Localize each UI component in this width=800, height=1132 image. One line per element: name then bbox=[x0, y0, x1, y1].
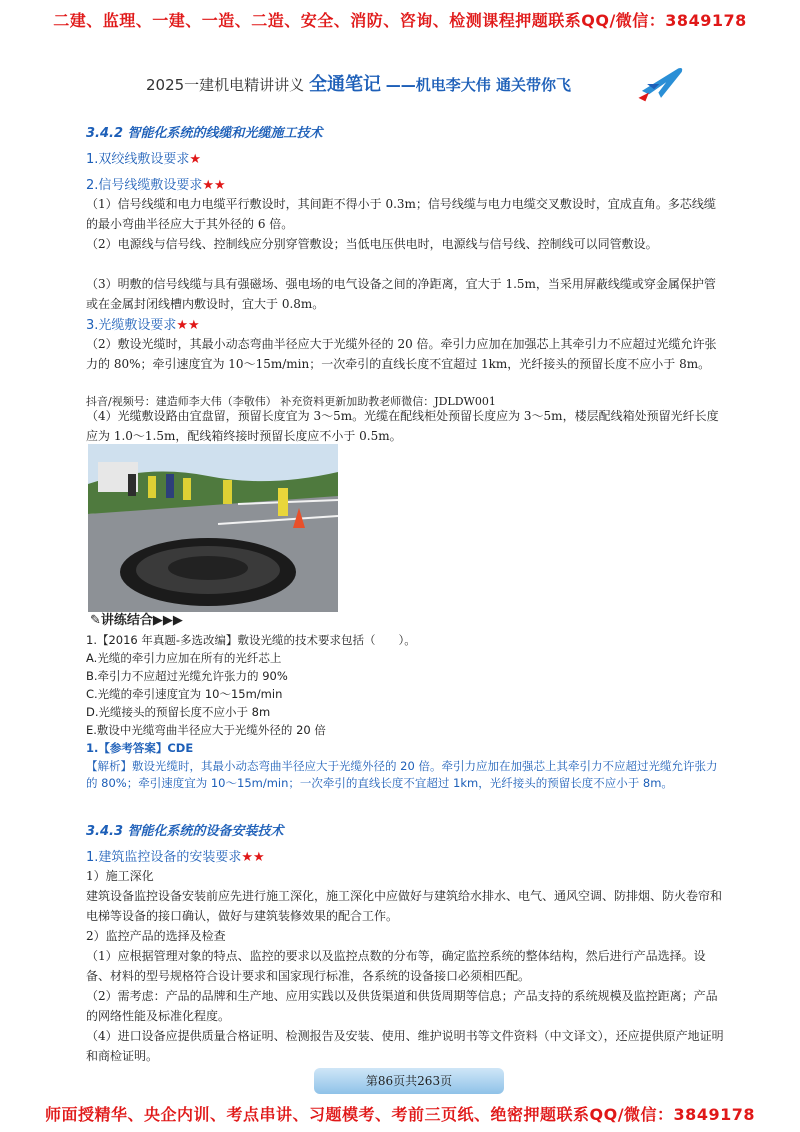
star-icon: ★★ bbox=[241, 850, 265, 865]
subheading-fiber-cable bbox=[86, 314, 200, 333]
section-heading-342: 3.4.2 智能化系统的线缆和光缆施工技术 bbox=[86, 126, 323, 141]
option-a: A.光缆的牵引力应加在所有的光纤芯上 bbox=[86, 651, 282, 665]
option-b: B.牵引力不应超过光缆允许张力的 90% bbox=[86, 669, 288, 683]
option-d: D.光缆接头的预留长度不应小于 8m bbox=[86, 705, 271, 719]
option-c: C.光缆的牵引速度宜为 10～15m/min bbox=[86, 687, 283, 701]
page-header bbox=[78, 64, 738, 104]
section-heading-343: 3.4.3 智能化系统的设备安装技术 bbox=[86, 824, 284, 839]
question-stem: 1.【2016 年真题-多选改编】敷设光缆的技术要求包括（ ）。 bbox=[86, 633, 416, 647]
subheading-signal-cable bbox=[86, 174, 226, 193]
header-motto: ——机电李大伟 通关带你飞 bbox=[385, 76, 571, 94]
star-icon: ★★ bbox=[176, 318, 200, 333]
bottom-banner: 师面授精华、央企内训、考点串讲、习题模考、考前三页纸、绝密押题联系QQ/微信：3849178 bbox=[45, 1105, 755, 1124]
subheading-fiber-label: 3.光缆敷设要求 bbox=[86, 318, 177, 333]
signal-para-1: （1）信号线缆和电力电缆平行敷设时，其间距不得小于 0.3m；信号线缆与电力电缆交叉敷设时，宜成直角。多芯线缆的最小弯曲半径应大于其外径的 6 倍。 bbox=[86, 197, 716, 231]
subheading-twisted-pair bbox=[86, 148, 201, 167]
subheading-signal-label: 2.信号线缆敷设要求 bbox=[86, 178, 203, 193]
monitor-para-2: （1）应根据管理对象的特点、监控的要求以及监控点数的分布等，确定监控系统的整体结构，然后进行产品选择。设备、材料的型号规格符合设计要求和国家现行标准，各系统的设备接口必须相匹配。 bbox=[86, 949, 706, 983]
top-banner: 二建、监理、一建、一造、二造、安全、消防、咨询、检测课程押题联系QQ/微信：3849178 bbox=[53, 11, 747, 30]
airplane-icon bbox=[634, 58, 688, 110]
fiber-para-2: （2）敷设光缆时，其最小动态弯曲半径应大于光缆外径的 20 倍。牵引力应加在加强芯上其牵引力不应超过光缆允许张力的 80%；牵引速度宜为 10～15m/min；一次牵引的直线长度不宜超过 1km，光纤接头的预留长度不应小于 8m。 bbox=[86, 337, 717, 371]
option-e: E.敷设中光缆弯曲半径应大于光缆外径的 20 倍 bbox=[86, 723, 326, 737]
star-icon: ★★ bbox=[202, 178, 226, 193]
subheading-monitor-label: 1.建筑监控设备的安装要求 bbox=[86, 850, 242, 865]
page-indicator: 第86页共263页 bbox=[314, 1068, 504, 1094]
header-title-highlight: 全通笔记 bbox=[308, 74, 381, 95]
analysis-text: 【解析】敷设光缆时，其最小动态弯曲半径应大于光缆外径的 20 倍。牵引力应加在加强芯上其牵引力不应超过光缆允许张力的 80%；牵引速度宜为 10～15m/min；一次牵引的直线长度不宜超过 1km，光纤接头的预留长度不应小于 8m。 bbox=[86, 759, 718, 790]
star-icon: ★ bbox=[189, 152, 202, 167]
fiber-para-4: （4）光缆敷设路由宜盘留，预留长度宜为 3～5m。光缆在配线柜处预留长度应为 3～5m，楼层配线箱处预留光纤长度应为 1.0～1.5m，配线箱终接时预留长度应不小于 0.5m。 bbox=[86, 409, 719, 443]
header-title bbox=[146, 70, 571, 96]
monitor-item-1: 1）施工深化 bbox=[86, 869, 154, 883]
subheading-monitor-install bbox=[86, 846, 265, 865]
header-title-prefix: 2025一建机电精讲讲义 bbox=[146, 76, 305, 94]
promo-line: 抖音/视频号：建造师李大伟（李敬伟） 补充资料更新加助教老师微信：JDLDW001 bbox=[86, 395, 496, 408]
monitor-item-2: 2）监控产品的选择及检查 bbox=[86, 929, 226, 943]
signal-para-2: （2）电源线与信号线、控制线应分别穿管敷设；当低电压供电时，电源线与信号线、控制线可以同管敷设。 bbox=[86, 237, 658, 251]
signal-para-3: （3）明敷的信号线缆与具有强磁场、强电场的电气设备之间的净距离，宜大于 1.5m，当采用屏蔽线缆或穿金属保护管或在金属封闭线槽内敷设时，宜大于 0.8m。 bbox=[86, 277, 716, 311]
fiber-laying-photo bbox=[88, 444, 338, 612]
practice-label: ✎讲练结合▶▶▶ bbox=[90, 613, 183, 628]
answer-line: 1.【参考答案】CDE bbox=[86, 741, 194, 755]
monitor-para-3: （2）需考虑：产品的品牌和生产地、应用实践以及供货渠道和供货周期等信息；产品支持的系统规模及监控距离；产品的网络性能及标准化程度。 bbox=[86, 989, 718, 1023]
subheading-twisted-label: 1.双绞线敷设要求 bbox=[86, 152, 190, 167]
monitor-para-4: （4）进口设备应提供质量合格证明、检测报告及安装、使用、维护说明书等文件资料（中文译文），还应提供原产地证明和商检证明。 bbox=[86, 1029, 724, 1063]
monitor-para-1: 建筑设备监控设备安装前应先进行施工深化，施工深化中应做好与建筑给水排水、电气、通风空调、防排烟、防火卷帘和电梯等设备的接口确认，做好与建筑装修效果的配合工作。 bbox=[86, 889, 723, 923]
